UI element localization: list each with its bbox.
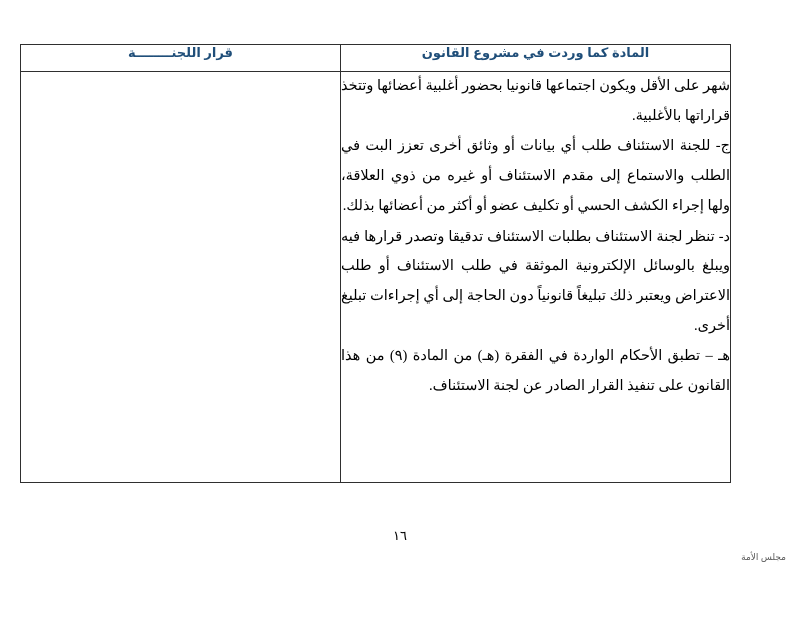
footer-mark: مجلس الأمة xyxy=(741,552,786,562)
law-paragraph-1: شهر على الأقل ويكون اجتماعها قانونيا بحضور أغلبية أعضائها وتتخذ قراراتها بالأغلبية. xyxy=(341,78,730,124)
column-header-law: المادة كما وردت في مشروع القانون xyxy=(341,45,731,72)
column-header-committee: قرار اللجنــــــــة xyxy=(21,45,341,72)
law-paragraph-4: هـ – تطبق الأحكام الواردة في الفقرة (هـ) من المادة (٩) من هذا القانون على تنفيذ القرار الصادر عن لجنة الاستئناف. xyxy=(341,348,731,395)
table-row xyxy=(21,72,731,483)
committee-column-cell xyxy=(21,72,341,483)
comparison-table xyxy=(20,44,731,483)
law-paragraph-3: د- تنظر لجنة الاستئناف بطلبات الاستئناف تدقيقا وتصدر قرارها فيه ويبلغ بالوسائل الإلكترونية الموثقة في طلب الاستئناف أو طلب الاعتراض ويعتبر ذلك تبليغاً قانونياً دون الحاجة إلى أي إجراءات تبليغ أخرى. xyxy=(341,228,730,334)
page-number: ١٦ xyxy=(393,528,407,543)
law-paragraph-2: ج- للجنة الاستئناف طلب أي بيانات أو وثائق أخرى تعزز البت في الطلب والاستماع إلى مقدم الاستئناف أو غيره من ذوي العلاقة، ولها إجراء الكشف الحسي أو تكليف عضو أو أكثر من أعضائها بذلك. xyxy=(341,138,730,214)
table-header-row xyxy=(21,45,731,72)
law-column-cell xyxy=(341,72,731,483)
